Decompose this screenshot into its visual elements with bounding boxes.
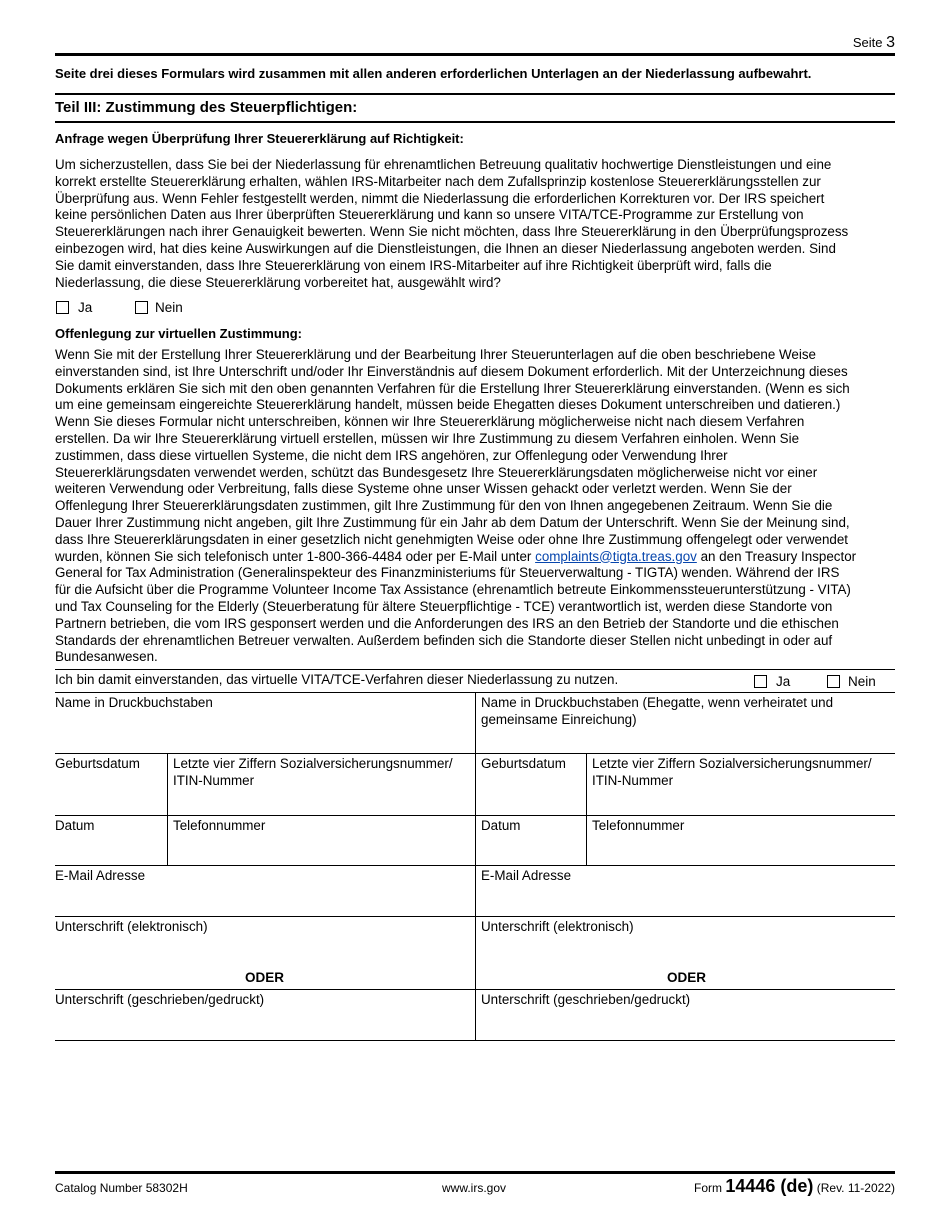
taxpayer-name-label: Name in Druckbuchstaben [55, 695, 213, 710]
taxpayer-date-field[interactable] [55, 816, 165, 865]
spouse-email-field[interactable] [481, 866, 891, 916]
spouse-signature-field[interactable] [481, 990, 891, 1040]
page-number [853, 34, 895, 52]
part-rule-top [55, 93, 895, 95]
retention-notice: Seite drei dieses Formulars wird zusammen mit allen anderen erforderlichen Unterlagen an der Niederlassung aufbewahrt. [55, 66, 812, 81]
taxpayer-signature-label: Unterschrift (geschrieben/gedruckt) [55, 992, 265, 1007]
complaints-email-link[interactable]: complaints@tigta.treas.gov [535, 548, 697, 564]
page-label: Seite [852, 35, 883, 50]
virtual-text-part1: Wenn Sie mit der Erstellung Ihrer Steuererklärung und der Bearbeitung Ihrer Steuerunterlagen auf die oben beschriebene Weise einverstanden sind, ist Ihre Unterschrift und/oder Ihr Einverständnis auf diesem Dokument erforderlich. Mit der Unterzeichnung dieses Dokuments erklären Sie sich mit den oben genannten Verfahren für die Erstellung Ihrer Steuererklärung einverstanden. (Wenn es sich um eine gemeinsam eingereichte Steuererklärung handelt, müssen beide Ehegatten dieses Dokument unterschreiben und datieren.) Wenn Sie dieses Formular nicht unterschreiben, können wir Ihre Steuererklärung möglicherweise nicht nach diesem Verfahren erstellen. Da wir Ihre Steuererklärung virtuell erstellen, müssen wir Ihre Zustimmung zu diesem Verfahren einholen. Wenn Sie zustimmen, dass diese virtuellen Systeme, die nicht dem IRS angehören, zur Offenlegung oder Verwendung Ihrer Steuererklärungsdaten verwendet werden, schützt das Bundesgesetz Ihre Steuererklärungsdaten möglicherweise nicht vor einer weiteren Verwendung oder Verbreitung, falls diese Systeme ohne unser Wissen gehackt oder verletzt werden. Wenn Sie der Offenlegung Ihrer Steuererklärungsdaten zustimmen, gilt Ihre Zustimmung für den von Ihnen angegebenen Zeitraum. Wenn Sie die Dauer Ihrer Zustimmung nicht angeben, gilt Ihre Zustimmung für ein Jahr ab dem Datum der Unterschrift. Wenn Sie der Meinung sind, dass Ihre Steuererklärungsdaten in einer gesetzlich nicht genehmigten Weise oder ohne Ihre Zustimmung offengelegt oder verwendet wurden, können Sie sich telefonisch unter 1-800-366-4484 oder per E-Mail unter [55, 347, 850, 564]
review-no-option[interactable] [135, 300, 183, 315]
consent-yes-label: Ja [776, 674, 791, 689]
form-page [55, 0, 895, 1230]
spouse-dob-label: Geburtsdatum [481, 756, 566, 771]
form-revision: (Rev. 11-2022) [816, 1181, 895, 1195]
taxpayer-signature-field[interactable] [55, 990, 470, 1040]
review-yes-option[interactable] [56, 300, 92, 315]
grid-left-split [167, 753, 168, 865]
consent-yes-option[interactable] [754, 674, 790, 689]
grid-right-split [586, 753, 587, 865]
taxpayer-email-field[interactable] [55, 866, 470, 916]
taxpayer-email-label: E-Mail Adresse [55, 868, 146, 883]
consent-no-option[interactable] [827, 674, 876, 689]
consent-rule [55, 669, 895, 670]
taxpayer-phone-label: Telefonnummer [173, 818, 266, 833]
top-rule [55, 53, 895, 56]
spouse-esignature-label: Unterschrift (elektronisch) [481, 919, 634, 934]
virtual-text [55, 347, 895, 666]
review-no-label: Nein [155, 300, 183, 315]
signature-grid [55, 692, 895, 1041]
taxpayer-or-label: ODER [245, 970, 285, 985]
part-rule-bottom [55, 121, 895, 123]
spouse-ssn-field[interactable] [592, 754, 894, 815]
grid-center-line [475, 692, 476, 1040]
spouse-phone-label: Telefonnummer [592, 818, 685, 833]
review-no-checkbox[interactable] [135, 301, 148, 314]
part-title: Teil III: Zustimmung des Steuerpflichtigen: [55, 99, 358, 116]
review-heading: Anfrage wegen Überprüfung Ihrer Steuererklärung auf Richtigkeit: [55, 131, 464, 146]
spouse-or-label: ODER [667, 970, 707, 985]
spouse-name-label: Name in Druckbuchstaben (Ehegatte, wenn verheiratet und gemeinsame Einreichung) [481, 695, 834, 727]
spouse-name-field[interactable] [481, 693, 891, 753]
taxpayer-ssn-field[interactable] [173, 754, 473, 815]
taxpayer-name-field[interactable] [55, 693, 470, 753]
virtual-text-part2: an den Treasury Inspector General for Tax Administration (Generalinspekteur des Finanzministeriums für Steuerverwaltung - TIGTA) wenden. Während der IRS für die Aufsicht über die Programme Volunteer Income Tax Assistance (ehrenamtlich betreute Einkommenssteuerunterstützung - VITA) und Tax Counseling for the Elderly (Steuerberatung für ältere Steuerpflichtige - TCE) verantwortlich ist, werden diese Standorte von Partnern betrieben, die vom IRS gesponsert werden und die Anforderungen des IRS an den Betrieb der Standorte und die ethischen Standards der ehrenamtlichen Betreuer verwalten. Außerdem befinden sich die Standorte dieser Stellen nicht unbedingt in oder auf Bundesanwesen. [55, 548, 857, 665]
consent-question: Ich bin damit einverstanden, das virtuelle VITA/TCE-Verfahren dieser Niederlassung zu nutzen. [55, 672, 619, 687]
taxpayer-date-label: Datum [55, 818, 95, 833]
page-number-value: 3 [886, 34, 895, 51]
form-label: Form [693, 1181, 722, 1195]
consent-no-label: Nein [848, 674, 876, 689]
consent-yes-checkbox[interactable] [754, 675, 767, 688]
spouse-phone-field[interactable] [592, 816, 894, 865]
taxpayer-dob-field[interactable] [55, 754, 165, 815]
review-yes-checkbox[interactable] [56, 301, 69, 314]
form-id [694, 1176, 895, 1197]
taxpayer-phone-field[interactable] [173, 816, 473, 865]
taxpayer-ssn-label: Letzte vier Ziffern Sozialversicherungsnummer/ ITIN-Nummer [173, 756, 453, 788]
virtual-heading: Offenlegung zur virtuellen Zustimmung: [55, 326, 302, 341]
website: www.irs.gov [442, 1181, 507, 1195]
review-text: Um sicherzustellen, dass Sie bei der Niederlassung für ehrenamtlichen Betreuung qualitativ hochwertige Dienstleistungen und eine korrekt erstellte Steuererklärung erhalten, wählen IRS-Mitarbeiter nach dem Zufallsprinzip kostenlose Steuererklärungsstellen zur Überprüfung aus. Wenn Fehler festgestellt werden, nimmt die Niederlassung die erforderlichen Korrekturen vor. Der IRS speichert keine persönlichen Daten aus Ihrer überprüften Steuererklärung und kann so unsere VITA/TCE-Programme zur Erstellung von Steuererklärungen nach ihrer Genauigkeit bewerten. Wenn Sie nicht möchten, dass Ihre Steuererklärung in den Überprüfungsprozess einbezogen wird, hat dies keine Auswirkungen auf die Dienstleistungen, die Ihnen an dieser Niederlassung angeboten werden. Sind Sie damit einverstanden, dass Ihre Steuererklärung von einem IRS-Mitarbeiter auf ihre Richtigkeit überprüft wird, falls die Niederlassung, die diese Steuererklärung vorbereitet hat, ausgewählt wird? [55, 157, 849, 290]
spouse-dob-field[interactable] [481, 754, 585, 815]
spouse-date-field[interactable] [481, 816, 585, 865]
spouse-date-label: Datum [481, 818, 521, 833]
taxpayer-dob-label: Geburtsdatum [55, 756, 140, 771]
consent-no-checkbox[interactable] [827, 675, 840, 688]
review-yes-label: Ja [78, 300, 93, 315]
spouse-email-label: E-Mail Adresse [481, 868, 572, 883]
taxpayer-esignature-label: Unterschrift (elektronisch) [55, 919, 208, 934]
form-number: 14446 (de) [725, 1176, 814, 1196]
catalog-number: Catalog Number 58302H [55, 1181, 188, 1195]
spouse-signature-label: Unterschrift (geschrieben/gedruckt) [481, 992, 691, 1007]
spouse-ssn-label: Letzte vier Ziffern Sozialversicherungsnummer/ ITIN-Nummer [592, 756, 872, 788]
footer-rule [55, 1171, 895, 1174]
